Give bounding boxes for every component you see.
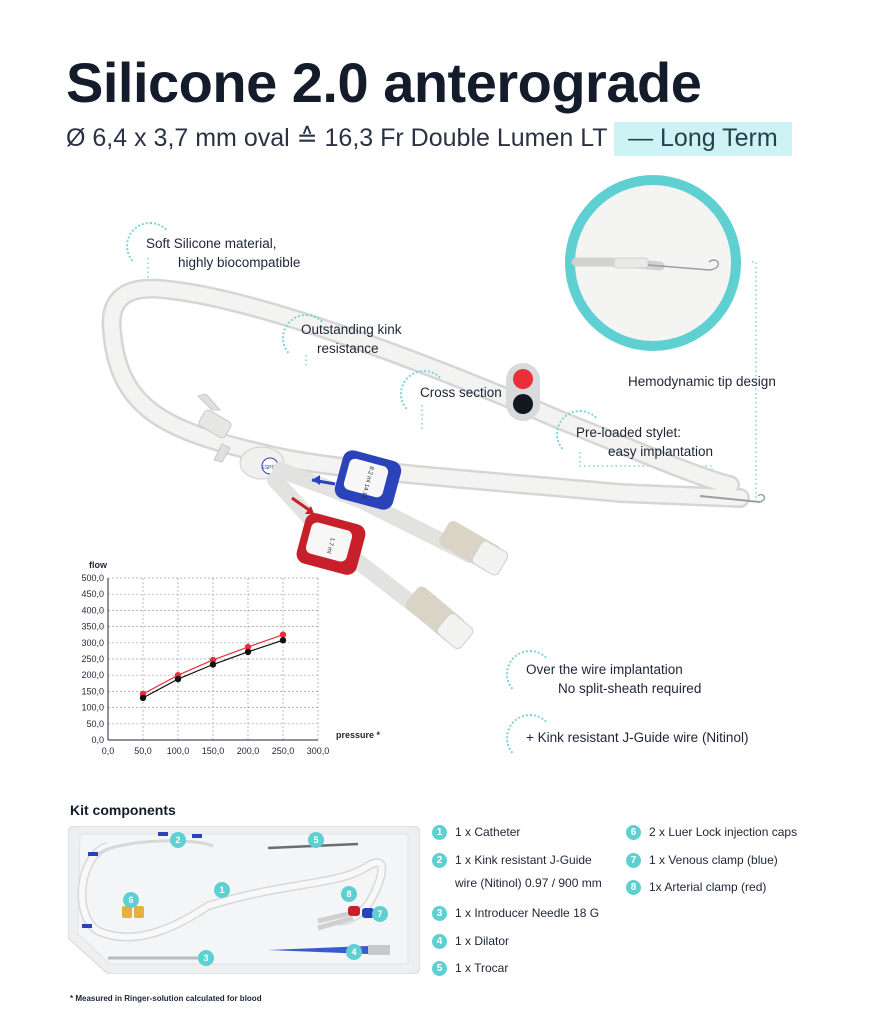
feature-kink-line2: resistance <box>317 341 379 356</box>
chart-y-tick-label: 350,0 <box>81 621 104 632</box>
svg-text:8.2 ml 14.17: 8.2 ml 14.17 <box>359 465 375 499</box>
kit-item-1: 1 1 x Catheter <box>432 824 520 840</box>
svg-text:4: 4 <box>351 947 357 957</box>
chart-x-tick-label: 100,0 <box>166 746 190 756</box>
kit-item-8: 8 1x Arterial clamp (red) <box>626 879 766 895</box>
chart-x-tick-label: 200,0 <box>236 746 260 756</box>
svg-text:5: 5 <box>313 835 319 845</box>
svg-text:ESPEN: ESPEN <box>261 465 279 471</box>
kit-item-5: 5 1 x Trocar <box>432 960 508 976</box>
feature-wire-line1: Over the wire implantation <box>526 662 683 677</box>
feature-tip-design: Hemodynamic tip design <box>628 374 776 389</box>
kit-item-4: 4 1 x Dilator <box>432 933 509 949</box>
chart-point <box>280 632 286 638</box>
luer-connector-venous <box>437 519 509 577</box>
svg-text:8: 8 <box>346 889 352 899</box>
feature-preloaded-stylet <box>576 423 713 461</box>
chart-point <box>210 661 216 667</box>
chart-point <box>245 649 251 655</box>
svg-text:6: 6 <box>128 895 134 905</box>
feature-soft-line1: Soft Silicone material, <box>146 236 277 251</box>
feature-over-wire <box>526 660 701 698</box>
chart-x-tick-label: 300,0 <box>306 746 330 756</box>
tip-magnifier <box>565 175 741 351</box>
feature-kink-resistance <box>301 320 402 358</box>
svg-text:2: 2 <box>175 835 181 845</box>
chart-y-tick-label: 150,0 <box>81 686 104 697</box>
chart-y-axis-label: flow <box>89 560 107 570</box>
chart-x-tick-label: 150,0 <box>201 746 225 756</box>
kit-item-6: 6 2 x Luer Lock injection caps <box>626 824 797 840</box>
svg-text:1.7 ml: 1.7 ml <box>324 536 335 554</box>
kit-item-7: 7 1 x Venous clamp (blue) <box>626 852 778 868</box>
chart-point <box>175 676 181 682</box>
kit-title: Kit components <box>70 802 176 818</box>
svg-text:1: 1 <box>219 885 225 895</box>
chart-y-tick-label: 50,0 <box>86 718 104 729</box>
chart-x-tick-label: 0,0 <box>101 746 115 756</box>
kit-tray-illustration <box>68 826 420 974</box>
svg-text:7: 7 <box>377 909 383 919</box>
page-title: Silicone 2.0 anterograde <box>66 51 702 114</box>
chart-y-tick-label: 300,0 <box>81 637 104 648</box>
feature-kink-line1: Outstanding kink <box>301 322 402 337</box>
feature-soft-silicone <box>146 234 300 272</box>
chart-x-tick-label: 250,0 <box>271 746 295 756</box>
chart-x-tick-label: 50,0 <box>134 746 152 756</box>
feature-guide-wire: + Kink resistant J-Guide wire (Nitinol) <box>526 730 749 745</box>
feature-cross-section: Cross section <box>420 385 502 400</box>
flow-pressure-chart <box>60 555 400 760</box>
svg-text:3: 3 <box>203 953 209 963</box>
chart-x-axis-label: pressure * <box>336 730 381 740</box>
chart-point <box>140 695 146 701</box>
luer-connector-arterial <box>403 584 475 651</box>
feature-wire-line2: No split-sheath required <box>558 681 702 696</box>
footnote: * Measured in Ringer-solution calculated for blood <box>70 994 262 1003</box>
page-subtitle <box>66 123 792 153</box>
kit-item-2-cont: wire (Nitinol) 0.97 / 900 mm <box>455 876 602 890</box>
chart-y-tick-label: 250,0 <box>81 654 104 664</box>
chart-series-line-1 <box>143 640 283 698</box>
chart-y-tick-label: 0,0 <box>91 735 104 745</box>
chart-y-tick-label: 500,0 <box>81 573 104 583</box>
subtitle-specs: Ø 6,4 x 3,7 mm oval ≙ 16,3 Fr Double Lumen LT <box>66 124 608 152</box>
kit-item-2: 2 1 x Kink resistant J-Guide <box>432 852 592 868</box>
feature-soft-line2: highly biocompatible <box>178 255 301 270</box>
feature-stylet-line2: easy implantation <box>608 444 714 459</box>
chart-y-tick-label: 100,0 <box>81 702 104 713</box>
venous-clamp <box>333 448 404 512</box>
subtitle-highlight: — Long Term <box>614 122 792 156</box>
feature-stylet-line1: Pre-loaded stylet: <box>576 425 682 440</box>
chart-y-tick-label: 450,0 <box>81 589 104 600</box>
chart-y-tick-label: 400,0 <box>81 605 104 616</box>
chart-y-tick-label: 200,0 <box>81 670 104 681</box>
kit-item-3: 3 1 x Introducer Needle 18 G <box>432 905 599 921</box>
cross-section-icon <box>506 363 540 421</box>
chart-point <box>280 637 286 643</box>
